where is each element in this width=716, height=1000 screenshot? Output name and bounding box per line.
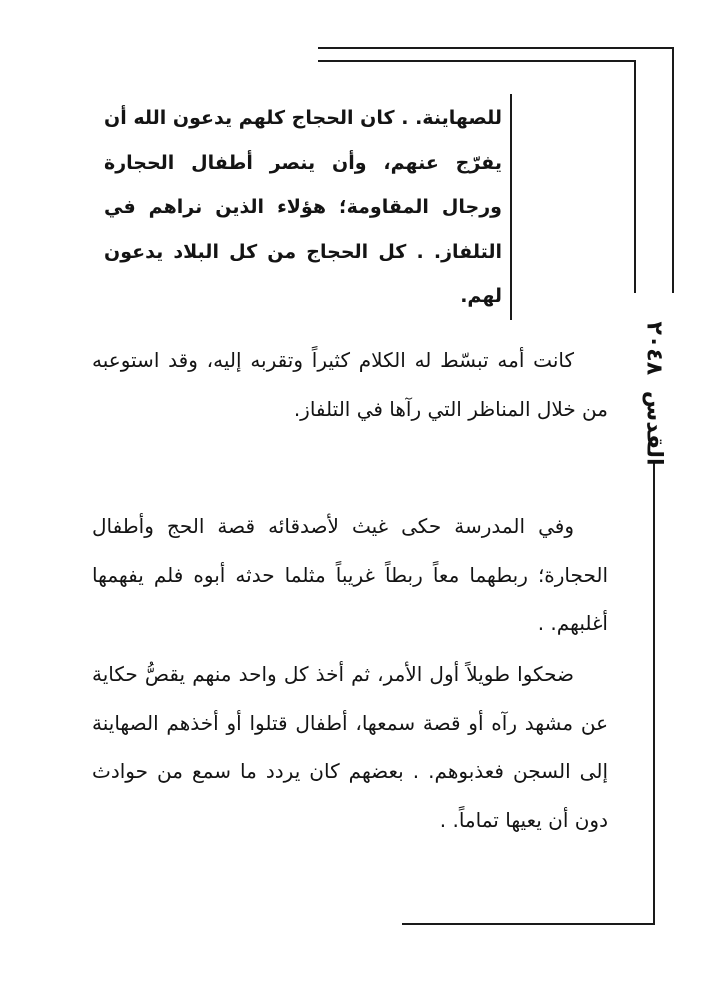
quote-block: للصهاينة. . كان الحجاج كلهم يدعون الله أن يفرّج عنهم، وأن ينصر أطفال الحجارة ورجال المقاومة؛ هؤلاء الذين نراهم في التلفاز. . كل الحجاج من كل البلاد يدعون لهم. xyxy=(104,107,502,308)
frame-line-right-outer xyxy=(672,47,674,293)
frame-line-top-outer xyxy=(318,47,674,49)
running-title-year: ٢٠٤٨ xyxy=(641,320,667,375)
frame-line-top-inner xyxy=(318,60,634,62)
frame-line-right-lower xyxy=(653,462,655,925)
running-title-name: القدس xyxy=(641,390,667,466)
paragraph-1: كانت أمه تبسّط له الكلام كثيراً وتقربه إليه، وقد استوعبه من خلال المناظر التي رآها في التلفاز. xyxy=(92,348,608,421)
frame-line-bottom xyxy=(402,923,655,925)
paragraph-2: وفي المدرسة حكى غيث لأصدقائه قصة الحج وأطفال الحجارة؛ ربطهما معاً ربطاً غريباً مثلما حدثه أبوه فلم يفهمها أغلبهم. . xyxy=(92,514,608,635)
paragraph-3: ضحكوا طويلاً أول الأمر، ثم أخذ كل واحد منهم يقصُّ حكاية عن مشهد رآه أو قصة سمعها، أطفال قتلوا أو أخذهم الصهاينة إلى السجن فعذبوهم. . بعضهم كان يردد ما سمع من حوادث دون أن يعيها تماماً. . xyxy=(92,662,608,832)
quote-rule xyxy=(510,94,512,320)
frame-line-right-inner xyxy=(634,60,636,293)
running-title xyxy=(604,318,704,468)
